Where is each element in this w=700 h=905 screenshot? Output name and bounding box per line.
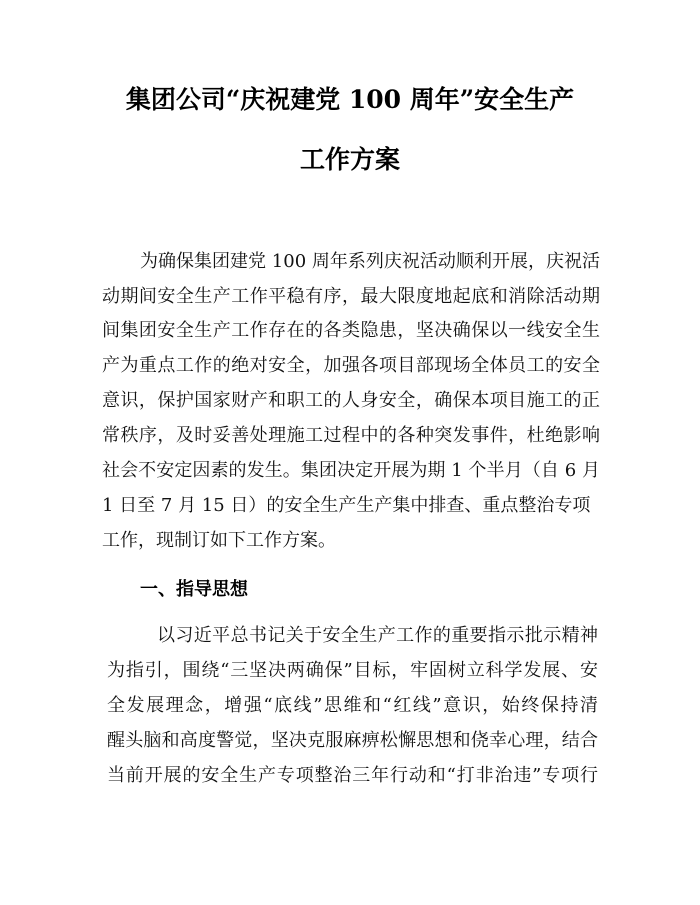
paragraph-line: 动期间安全生产工作平稳有序，最大限度地起底和消除活动期 <box>102 286 600 307</box>
paragraph-line: 社会不安定因素的发生。集团决定开展为期 1 个半月（自 6 月 <box>102 460 600 481</box>
paragraph-line: 常秩序，及时妥善处理施工过程中的各种突发事件，杜绝影响 <box>102 425 600 446</box>
paragraph-line: 工作，现制订如下工作方案。 <box>102 530 336 551</box>
paragraph-line: 当前开展的安全生产专项整治三年行动和“打非治违”专项行 <box>107 765 598 786</box>
paragraph-line: 为确保集团建党 100 周年系列庆祝活动顺利开展，庆祝活 <box>140 251 600 272</box>
paragraph-line: 全发展理念，增强“底线”思维和“红线”意识，始终保持清 <box>107 695 598 716</box>
title-line-2: 工作方案 <box>299 145 400 174</box>
paragraph-line: 意识，保护国家财产和职工的人身安全，确保本项目施工的正 <box>102 390 600 411</box>
paragraph-line: 以习近平总书记关于安全生产工作的重要指示批示精神 <box>157 625 598 646</box>
paragraph-line: 1 日至 7 月 15 日）的安全生产生产集中排查、重点整治专项 <box>102 495 591 516</box>
paragraph-line: 为指引，围绕“三坚决两确保”目标，牢固树立科学发展、安 <box>107 660 598 681</box>
section-heading: 一、指导思想 <box>140 579 248 600</box>
paragraph-line: 醒头脑和高度警觉，坚决克服麻痹松懈思想和侥幸心理，结合 <box>107 730 598 751</box>
paragraph-line: 间集团安全生产工作存在的各类隐患，坚决确保以一线安全生 <box>102 320 600 341</box>
paragraph-line: 产为重点工作的绝对安全，加强各项目部现场全体员工的安全 <box>102 355 600 376</box>
title-line-1: 集团公司“庆祝建党 100 周年”安全生产 <box>125 85 575 114</box>
